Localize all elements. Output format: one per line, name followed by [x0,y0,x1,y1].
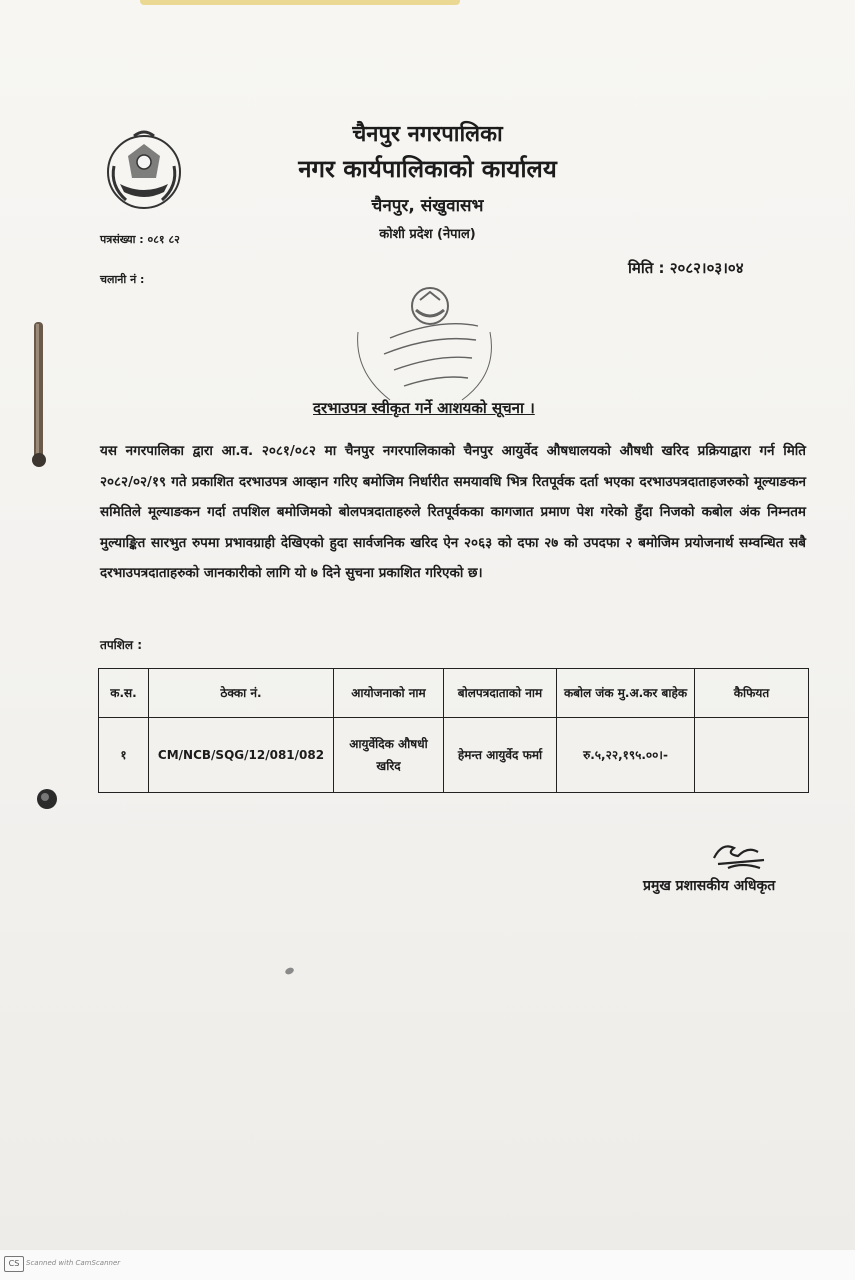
notice-body: यस नगरपालिका द्वारा आ.व. २०८१/०८२ मा चैनपुर नगरपालिकाको चैनपुर आयुर्वेद औषधालयको औषधी खरिद प्रक्रियाद्वारा गर्न मिति २०८२/०२/१९ गते प्रकाशित दरभाउपत्र आव्हान गरिए बमोजिम निर्धारीत समयावधि भित्र रितपूर्वक दर्ता भएका दरभाउपत्रदाताहजरुको मूल्याङकन समितिले मूल्याङकन गर्दा तपशिल बमोजिमको बोलपत्रदाताहरुले रितपूर्वकका कागजात प्रमाण पेश गरेको हुँदा निजको कबोल अंक निम्नतम मुल्याङ्कित सारभुत रुपमा प्रभावग्राही देखिएको हुदा सार्वजनिक खरिद ऐन २०६३ को दफा २७ को उपदफा २ बमोजिम प्रयोजनार्थ सम्वन्धित सबै दरभाउपत्रदाताहरुको जानकारीको लागि यो ७ दिने सुचना प्रकाशित गरिएको छ। [100,443,806,581]
col-bid-amount: कबोल जंक मु.अ.कर बाहेक [557,669,695,718]
table-header-row [99,669,809,718]
binder-pin-icon [28,318,50,468]
signature-icon [708,838,768,874]
cell-remarks [695,718,809,793]
cell-bid-amount: रु.५,२२,१९५.००।- [557,718,695,793]
cell-project-name: आयुर्वेदिक औषधी खरिद [334,718,444,793]
municipality-name: चैनपुर नगरपालिका [352,122,503,147]
province-name: कोशी प्रदेश (नेपाल) [379,227,476,242]
table-row [99,718,809,793]
cell-contract-no: CM/NCB/SQG/12/081/082 [149,718,334,793]
col-serial: क.स. [99,669,149,718]
camscanner-watermark: Scanned with CamScanner [26,1259,121,1267]
cell-serial: १ [99,718,149,793]
paper-speck [284,966,295,975]
cell-bidder-name: हेमन्त आयुर्वेद फर्मा [444,718,557,793]
notice-title: दरभाउपत्र स्वीकृत गर्ने आशयको सूचना । [313,399,535,417]
paper-stain [140,0,460,5]
dispatch-number: चलानी नं : [100,273,145,286]
letter-date: मिति : २०८२।०३।०४ [628,259,744,277]
col-project-name: आयोजनाको नाम [334,669,444,718]
letter-number: पत्रसंख्या : ०८१ ८२ [100,233,180,246]
col-contract-no: ठेक्का नं. [149,669,334,718]
office-address: चैनपुर, संखुवासभ [371,196,484,216]
bid-table [98,668,809,793]
office-name: नगर कार्यपालिकाको कार्यालय [298,155,557,183]
scanner-footer [0,1250,855,1280]
binder-hole-icon [32,784,62,814]
camscanner-logo: CS [4,1256,24,1272]
col-bidder-name: बोलपत्रदाताको नाम [444,669,557,718]
signatory-title: प्रमुख प्रशासकीय अधिकृत [643,878,776,894]
col-remarks: कैफियत [695,669,809,718]
office-stamp-icon [350,282,500,412]
details-label: तपशिल : [100,638,143,652]
